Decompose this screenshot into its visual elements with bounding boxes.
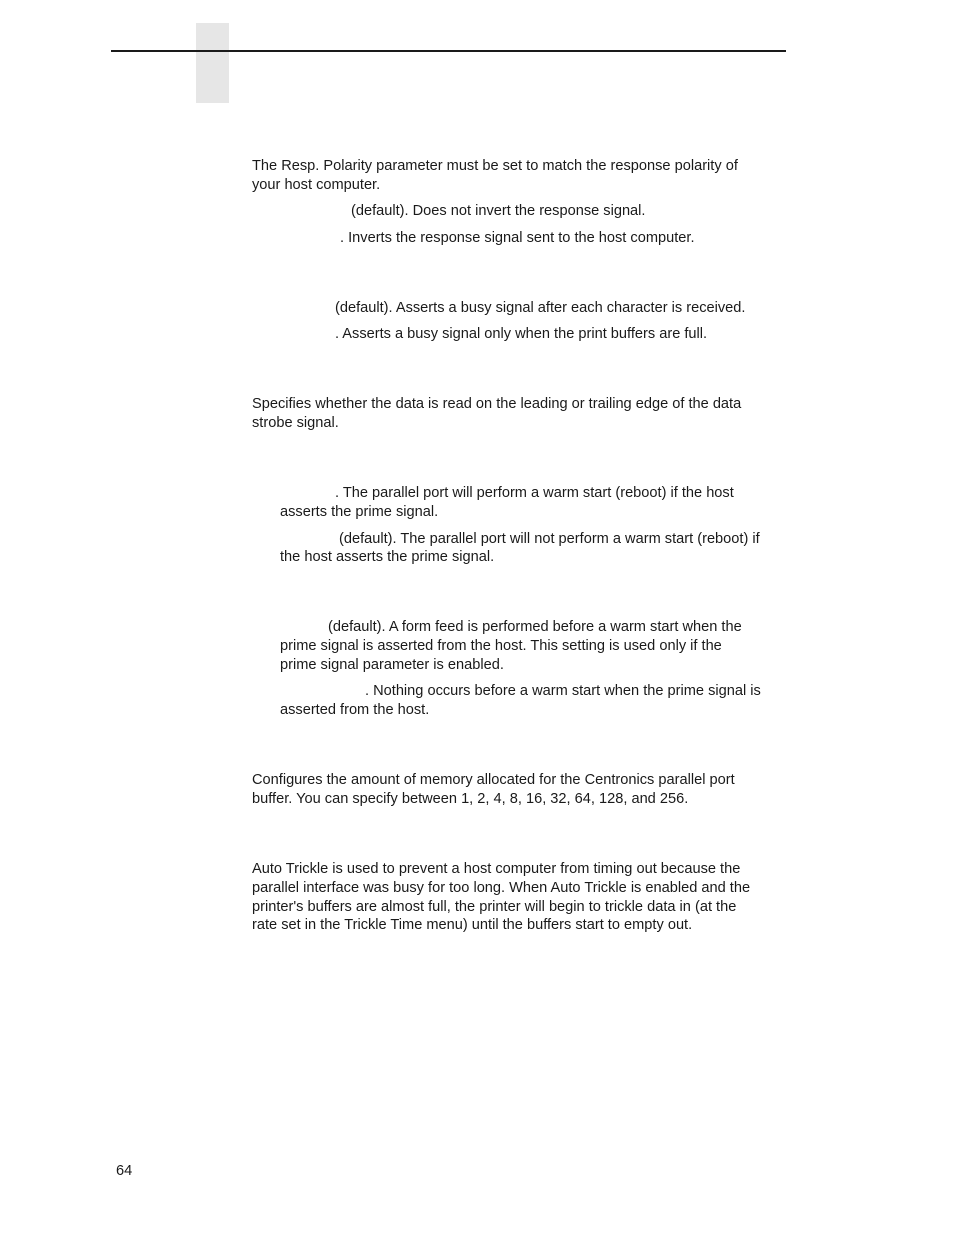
header-rule (111, 50, 786, 52)
busy-option-1: (default). Asserts a busy signal after each character is received. (335, 300, 746, 316)
te-prime-option-1-line-3: prime signal parameter is enabled. (280, 657, 504, 673)
busy-option-2: . Asserts a busy signal only when the print buffers are full. (335, 326, 708, 342)
te-prime-option-2-line-2: asserted from the host. (280, 702, 430, 718)
data-strobe-line-2: strobe signal. (252, 415, 339, 431)
resp-polarity-option-1: (default). Does not invert the response signal. (351, 203, 646, 219)
resp-polarity-intro-line-1: The Resp. Polarity parameter must be set to match the response polarity of (252, 158, 738, 174)
prime-option-2-line-1: (default). The parallel port will not perform a warm start (reboot) if (339, 531, 760, 547)
resp-polarity-option-2: . Inverts the response signal sent to the host computer. (340, 230, 695, 246)
buffer-size-line-1: Configures the amount of memory allocated for the Centronics parallel port (252, 772, 735, 788)
resp-polarity-intro-line-2: your host computer. (252, 177, 381, 193)
chapter-tab (196, 23, 229, 103)
te-prime-option-1-line-2: prime signal is asserted from the host. This setting is used only if the (280, 638, 722, 654)
page-number: 64 (116, 1163, 133, 1179)
prime-option-1-line-2: asserts the prime signal. (280, 504, 439, 520)
auto-trickle-line-3: printer's buffers are almost full, the printer will begin to trickle data in (at the (252, 899, 737, 915)
te-prime-option-1-line-1: (default). A form feed is performed before a warm start when the (328, 619, 742, 635)
prime-option-2-line-2: the host asserts the prime signal. (280, 549, 495, 565)
prime-option-1-line-1: . The parallel port will perform a warm start (reboot) if the host (335, 485, 734, 501)
buffer-size-line-2: buffer. You can specify between 1, 2, 4, 8, 16, 32, 64, 128, and 256. (252, 791, 689, 807)
auto-trickle-line-1: Auto Trickle is used to prevent a host computer from timing out because the (252, 861, 741, 877)
auto-trickle-line-2: parallel interface was busy for too long. When Auto Trickle is enabled and the (252, 880, 751, 896)
auto-trickle-line-4: rate set in the Trickle Time menu) until the buffers start to empty out. (252, 917, 693, 933)
data-strobe-line-1: Specifies whether the data is read on the leading or trailing edge of the data (252, 396, 742, 412)
te-prime-option-2-line-1: . Nothing occurs before a warm start when the prime signal is (365, 683, 761, 699)
